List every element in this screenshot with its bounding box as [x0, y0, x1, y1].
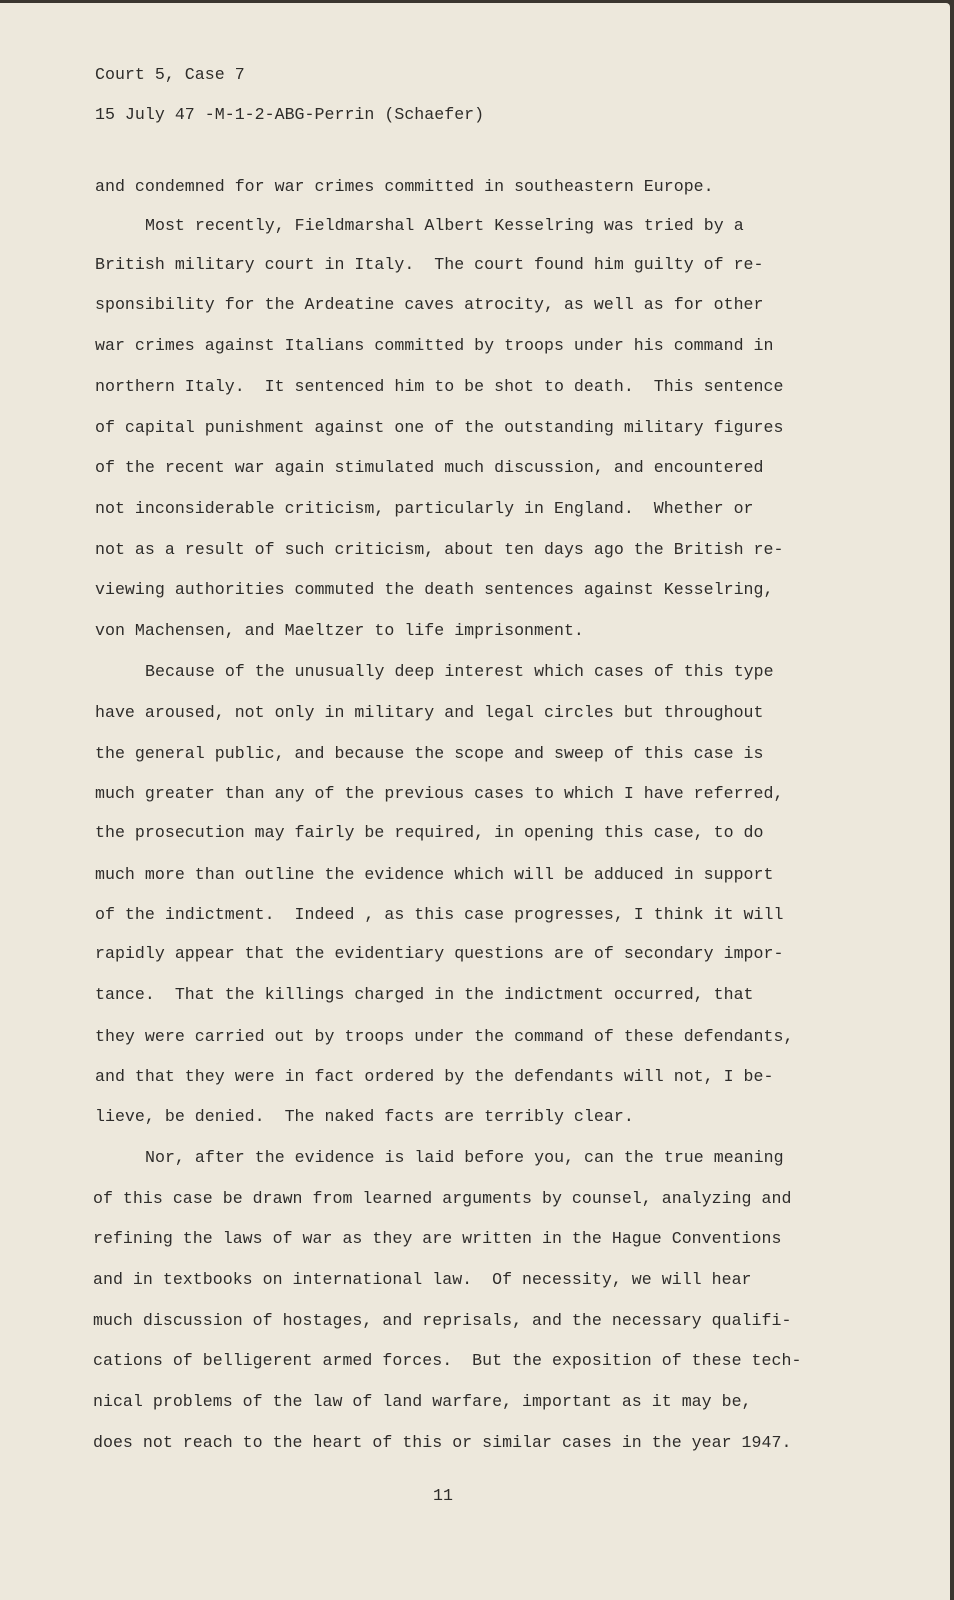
text-line: of capital punishment against one of the outstanding military figures	[95, 418, 784, 437]
text-line: not inconsiderable criticism, particularly in England. Whether or	[95, 499, 754, 518]
text-line: the general public, and because the scope and sweep of this case is	[95, 744, 764, 763]
text-line: does not reach to the heart of this or similar cases in the year 1947.	[93, 1433, 792, 1452]
text-line: and in textbooks on international law. Of necessity, we will hear	[93, 1270, 752, 1289]
text-line: sponsibility for the Ardeatine caves atrocity, as well as for other	[95, 295, 764, 314]
text-line: Most recently, Fieldmarshal Albert Kesselring was tried by a	[145, 216, 744, 235]
text-line: much discussion of hostages, and reprisals, and the necessary qualifi-	[93, 1311, 792, 1330]
text-line: have aroused, not only in military and legal circles but throughout	[95, 703, 764, 722]
text-line: and condemned for war crimes committed in southeastern Europe.	[95, 177, 714, 196]
text-line: the prosecution may fairly be required, in opening this case, to do	[95, 823, 764, 842]
text-line: British military court in Italy. The court found him guilty of re-	[95, 255, 764, 274]
text-line: northern Italy. It sentenced him to be shot to death. This sentence	[95, 377, 784, 396]
text-line: of the indictment. Indeed , as this case progresses, I think it will	[95, 905, 784, 924]
text-line: much more than outline the evidence which will be adduced in support	[95, 865, 774, 884]
text-line: viewing authorities commuted the death sentences against Kesselring,	[95, 580, 774, 599]
text-line: lieve, be denied. The naked facts are terribly clear.	[95, 1107, 634, 1126]
header-court-case: Court 5, Case 7	[95, 65, 245, 84]
text-line: cations of belligerent armed forces. But the exposition of these tech-	[93, 1351, 802, 1370]
text-line: refining the laws of war as they are written in the Hague Conventions	[93, 1229, 782, 1248]
text-line: much greater than any of the previous cases to which I have referred,	[95, 784, 784, 803]
document-page	[0, 3, 950, 1600]
header-date-code: 15 July 47 -M-1-2-ABG-Perrin (Schaefer)	[95, 105, 485, 124]
text-line: nical problems of the law of land warfare, important as it may be,	[93, 1392, 752, 1411]
text-line: tance. That the killings charged in the indictment occurred, that	[95, 985, 754, 1004]
text-line: Nor, after the evidence is laid before you, can the true meaning	[145, 1148, 784, 1167]
text-line: von Machensen, and Maeltzer to life imprisonment.	[95, 621, 584, 640]
text-line: Because of the unusually deep interest which cases of this type	[145, 662, 774, 681]
text-line: not as a result of such criticism, about ten days ago the British re-	[95, 540, 784, 559]
page-number: 11	[433, 1486, 453, 1505]
text-line: and that they were in fact ordered by the defendants will not, I be-	[95, 1067, 774, 1086]
text-line: they were carried out by troops under the command of these defendants,	[95, 1027, 794, 1046]
text-line: rapidly appear that the evidentiary questions are of secondary impor-	[95, 944, 784, 963]
text-line: of this case be drawn from learned arguments by counsel, analyzing and	[93, 1189, 792, 1208]
text-line: war crimes against Italians committed by troops under his command in	[95, 336, 774, 355]
text-line: of the recent war again stimulated much discussion, and encountered	[95, 458, 764, 477]
